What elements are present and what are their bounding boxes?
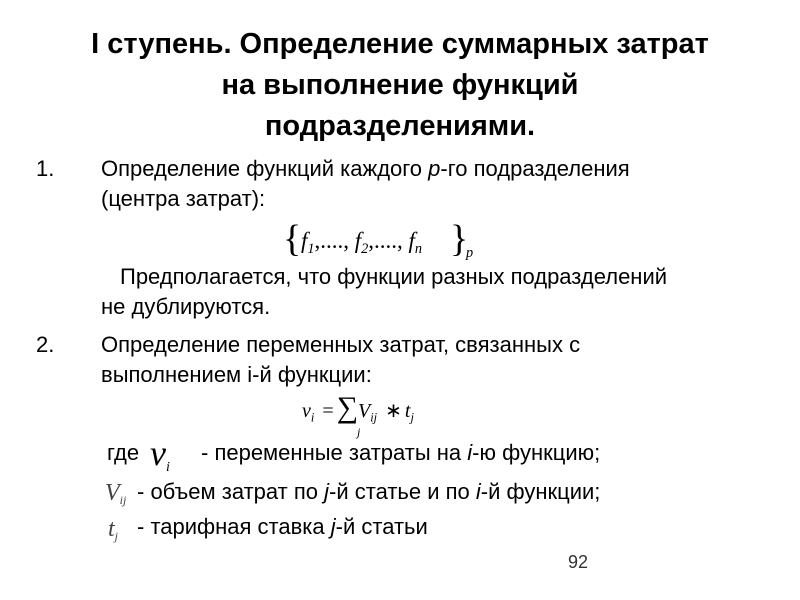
page-number: 92 <box>568 552 589 572</box>
def-2-ital-2: i <box>475 479 481 504</box>
title-line-1: I ступень. Определение суммарных затрат <box>91 28 709 60</box>
formula-1-body <box>301 226 422 264</box>
def-t-subscript: j <box>114 529 119 544</box>
def-2-text-a: - объем затрат по <box>137 479 325 504</box>
V-subscript: ij <box>370 410 378 425</box>
right-brace: } <box>450 218 469 260</box>
f1-subscript: 1 <box>307 240 315 257</box>
fn-subscript: n <box>414 240 423 257</box>
item-1-p: р <box>428 156 441 181</box>
def-2-ital-1: j <box>324 479 330 504</box>
sigma-subscript: j <box>357 425 361 439</box>
def-where-word: где <box>107 440 140 465</box>
multiply-sign: ∗ <box>385 400 402 422</box>
item-2-line-1: Определение переменных затрат, связанных с <box>101 332 581 357</box>
def-1-text-a: - переменные затраты на <box>201 440 468 465</box>
item-1-text-b: -го подразделения <box>440 156 630 181</box>
def-t-letter: t <box>108 516 115 542</box>
f1-symbol: f <box>301 228 308 253</box>
t-subscript: j <box>410 410 414 425</box>
formula-functions-set <box>283 218 483 261</box>
def-2-text-c: -й функции; <box>480 479 601 504</box>
def-2-text <box>137 477 600 507</box>
item-1-text-a: Определение функций каждого <box>101 156 429 181</box>
def-v-letter: v <box>150 433 166 473</box>
V-symbol: V <box>358 400 371 422</box>
item-1-line-2: (центра затрат): <box>101 186 266 211</box>
def-t-symbol <box>108 514 118 551</box>
def-V-symbol <box>105 478 126 515</box>
note-line-2: не дублируются. <box>101 294 271 319</box>
f2-symbol: f <box>354 228 362 253</box>
left-brace: { <box>283 218 302 260</box>
def-2-text-b: -й статье и по <box>329 479 476 504</box>
item-1-line-1 <box>101 154 630 184</box>
def-1-text <box>201 438 600 468</box>
item-2-line-2: выполнением i-й функции: <box>101 362 372 387</box>
set-subscript-p: p <box>466 245 474 261</box>
item-2-number: 2. <box>36 332 55 357</box>
title-line-3: подразделениями. <box>264 110 536 142</box>
dots-1: ,...., <box>314 228 350 253</box>
def-v-subscript: i <box>165 460 170 475</box>
def-3-text-b: -й статьи <box>335 514 428 539</box>
def-1-ital: i <box>467 440 473 465</box>
t-symbol: t <box>404 400 411 422</box>
note-line-1: Предполагается, что функции разных подразделений <box>120 264 668 289</box>
def-3-text <box>137 512 428 542</box>
f2-subscript: 2 <box>361 240 369 257</box>
v-symbol: v <box>302 400 311 422</box>
fn-symbol: f <box>408 228 415 253</box>
title-line-2: на выполнение функций <box>221 69 579 101</box>
equals-sign: = <box>322 400 334 422</box>
def-3-text-a: - тарифная ставка <box>137 514 331 539</box>
v-subscript: i <box>310 410 315 425</box>
def-V-letter: V <box>105 480 120 506</box>
sigma-icon: ∑ <box>336 391 359 424</box>
def-3-ital: j <box>330 514 336 539</box>
def-1-text-b: -ю функцию; <box>472 440 601 465</box>
def-V-subscript: ij <box>119 493 127 508</box>
dots-2: ,...., <box>368 228 403 253</box>
slide-title <box>0 24 800 147</box>
item-1-number: 1. <box>36 156 55 181</box>
